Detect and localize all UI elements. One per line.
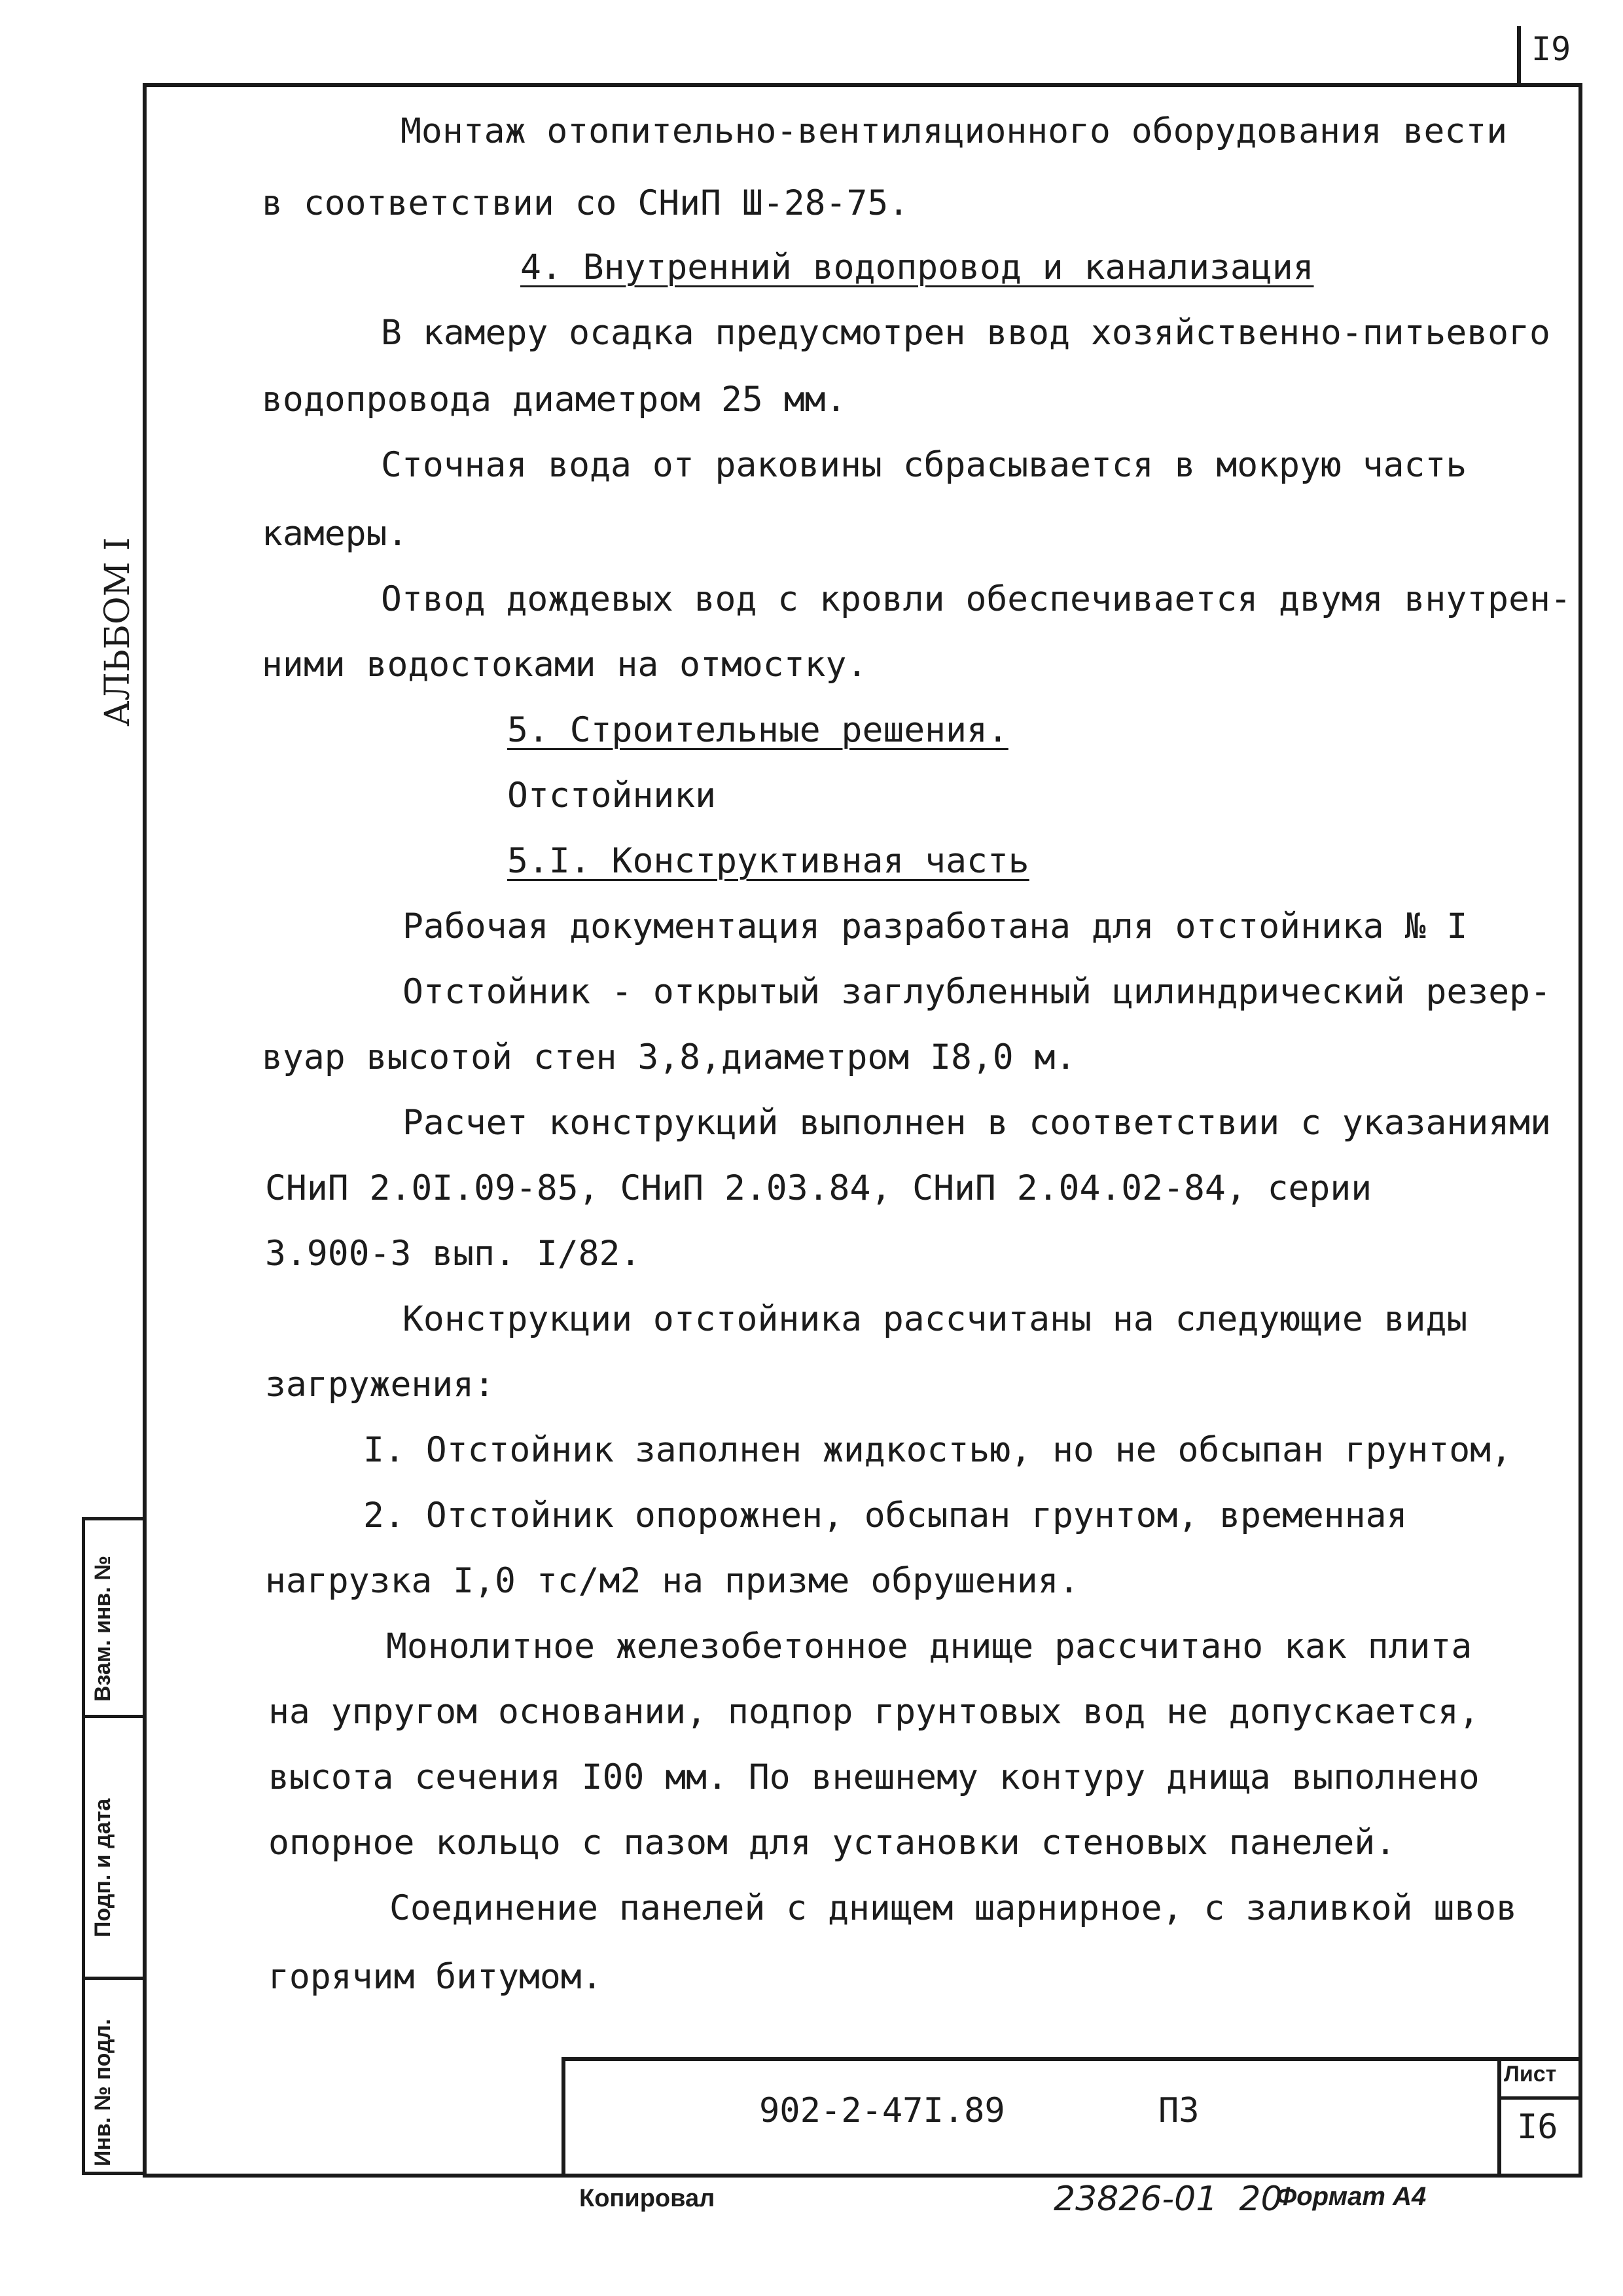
- text-line: ними водостоками на отмостку.: [262, 645, 868, 685]
- document-type: ПЗ: [1158, 2091, 1200, 2130]
- text-line: вуар высотой стен 3,8,диаметром I8,0 м.: [262, 1037, 1077, 1077]
- text-line: Монолитное железобетонное днище рассчитано как плита: [386, 1626, 1472, 1666]
- text-line: I. Отстойник заполнен жидкостью, но не обсыпан грунтом,: [363, 1430, 1512, 1470]
- text-line: Отстойник - открытый заглубленный цилиндрический резер-: [402, 972, 1551, 1012]
- sheet-number: I6: [1517, 2108, 1558, 2147]
- text-line: Отвод дождевых вод с кровли обеспечивается двумя внутрен-: [381, 579, 1571, 619]
- text-line: Расчет конструкций выполнен в соответствии с указаниями: [402, 1103, 1551, 1143]
- sheet-label: Лист: [1504, 2062, 1557, 2087]
- document-code: 902-2-47I.89: [759, 2091, 1005, 2130]
- section-heading: 5. Строительные решения.: [507, 710, 1008, 750]
- stamp-divider: [82, 1715, 144, 1718]
- text-line: загружения:: [265, 1365, 495, 1405]
- order-number: [1054, 2179, 1283, 2219]
- text-line: в соответствии со СНиП Ш-28-75.: [262, 183, 910, 223]
- copied-label: Копировал: [579, 2185, 715, 2212]
- text-line: Конструкции отстойника рассчитаны на следующие виды: [402, 1299, 1468, 1339]
- page-number: I9: [1531, 30, 1571, 68]
- stamp-label-original-inv: Инв. № подл.: [90, 2018, 115, 2166]
- title-block-divider: [1497, 2057, 1501, 2178]
- stamp-divider: [82, 1977, 144, 1980]
- text-line: горячим битумом.: [268, 1957, 603, 1997]
- text-line: В камеру осадка предусмотрен ввод хозяйственно-питьевого: [381, 313, 1550, 353]
- text-line: СНиП 2.0I.09-85, СНиП 2.03.84, СНиП 2.04.02-84, серии: [265, 1168, 1372, 1208]
- text-line: высота сечения I00 мм. По внешнему контуру днища выполнено: [268, 1757, 1480, 1797]
- text-line: Отстойники: [507, 776, 717, 816]
- text-line: Монтаж отопительно-вентиляционного оборудования вести: [401, 111, 1508, 151]
- order-number-suffix: 20: [1239, 2179, 1283, 2219]
- text-line: Рабочая документация разработана для отстойника № I: [402, 906, 1468, 946]
- text-line: Сточная вода от раковины сбрасывается в мокрую часть: [381, 445, 1467, 485]
- title-block: [562, 2057, 1582, 2178]
- stamp-label-replacement-inv: Взам. инв. №: [90, 1555, 115, 1702]
- text-line: 3.900-3 вып. I/82.: [265, 1234, 641, 1274]
- text-line: на упругом основании, подпор грунтовых вод не допускается,: [268, 1692, 1480, 1732]
- album-label: АЛЬБОМ I: [98, 537, 137, 726]
- page-number-rule: [1517, 26, 1521, 85]
- stamp-label-signature-date: Подп. и дата: [90, 1798, 115, 1937]
- text-line: Соединение панелей с днищем шарнирное, с заливкой швов: [389, 1888, 1518, 1928]
- order-number-value: 23826-01: [1054, 2179, 1218, 2219]
- text-line: камеры.: [262, 514, 408, 554]
- title-block-divider: [1497, 2096, 1582, 2100]
- text-line: 2. Отстойник опорожнен, обсыпан грунтом, временная: [363, 1496, 1408, 1535]
- text-line: водопровода диаметром 25 мм.: [262, 380, 847, 420]
- format-label: Формат А4: [1276, 2182, 1427, 2211]
- section-heading: 5.I. Конструктивная часть: [507, 841, 1029, 881]
- section-heading: 4. Внутренний водопровод и канализация: [520, 247, 1314, 287]
- text-line: нагрузка I,0 тс/м2 на призме обрушения.: [265, 1561, 1080, 1601]
- text-line: опорное кольцо с пазом для установки стеновых панелей.: [268, 1823, 1397, 1863]
